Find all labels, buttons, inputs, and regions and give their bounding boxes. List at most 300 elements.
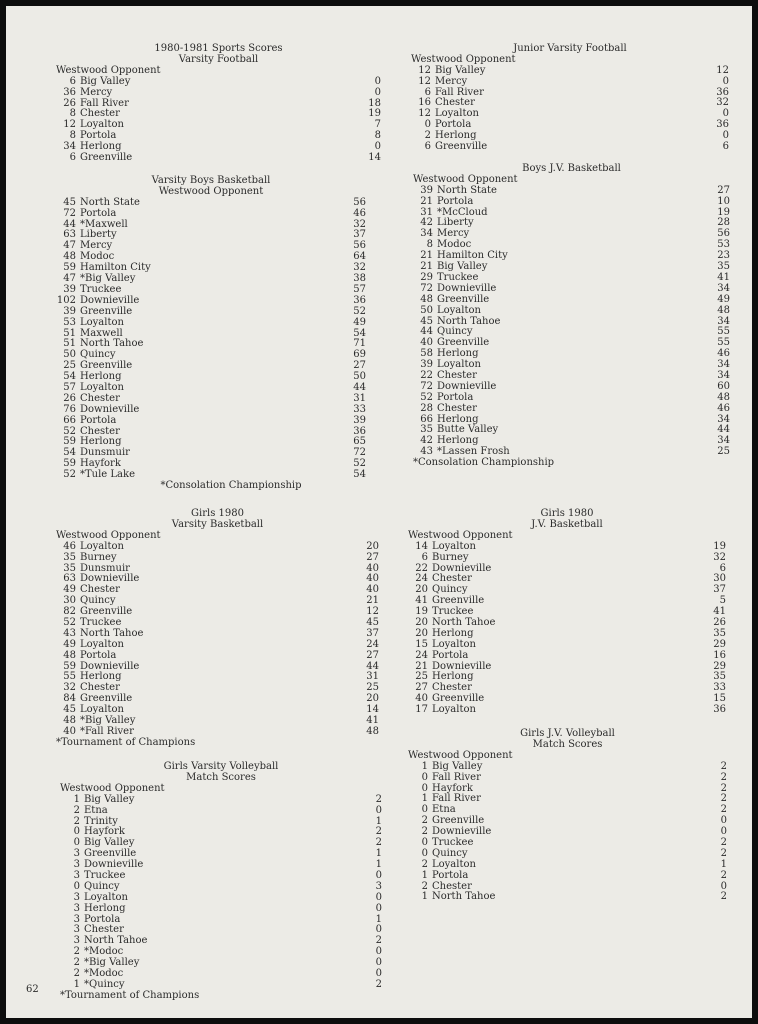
opponent-score: 0 — [374, 141, 381, 153]
opponent-score: 0 — [720, 880, 727, 892]
westwood-score: 55 — [63, 671, 76, 683]
opponent-name: Fall River — [435, 86, 484, 98]
opponent-name: Portola — [432, 649, 469, 661]
opponent-score: 55 — [717, 326, 730, 338]
opponent-score: 19 — [717, 206, 730, 218]
opponent-score: 55 — [717, 337, 730, 349]
westwood-score: 1 — [421, 891, 428, 903]
opponent-score: 39 — [353, 414, 366, 426]
score-row — [60, 806, 382, 817]
opponent-score: 36 — [716, 86, 729, 98]
opponent-name: Herlong — [432, 671, 474, 683]
opponent-name: North Tahoe — [84, 935, 148, 947]
opponent-name: Burney — [80, 551, 117, 563]
westwood-score: 2 — [421, 858, 428, 870]
score-row — [413, 393, 730, 404]
opponent-score: 20 — [366, 693, 379, 705]
opponent-name: Quincy — [80, 595, 116, 607]
opponent-score: 0 — [722, 130, 729, 142]
opponent-score: 27 — [353, 360, 366, 372]
westwood-score: 32 — [63, 682, 76, 694]
westwood-score: 52 — [63, 469, 76, 481]
westwood-score: 3 — [73, 848, 80, 860]
score-row — [411, 142, 729, 153]
westwood-score: 8 — [426, 239, 433, 251]
westwood-score: 2 — [421, 815, 428, 827]
westwood-score: 42 — [420, 435, 433, 447]
score-row — [408, 773, 727, 784]
westwood-score: 25 — [63, 360, 76, 372]
westwood-score: 1 — [73, 793, 80, 805]
column-header: Westwood Opponent — [56, 529, 161, 541]
westwood-score: 47 — [63, 273, 76, 285]
opponent-name: Truckee — [80, 616, 122, 628]
opponent-score: 44 — [353, 381, 366, 393]
section-title: 1980-1981 Sports Scores — [154, 43, 283, 54]
westwood-score: 6 — [421, 551, 428, 563]
opponent-score: 0 — [722, 75, 729, 87]
opponent-score: 41 — [366, 714, 379, 726]
westwood-score: 45 — [420, 315, 433, 327]
opponent-score: 2 — [720, 891, 727, 903]
opponent-name: Loyalton — [432, 858, 476, 870]
section-girls-varsity-volleyball — [60, 762, 382, 1002]
opponent-score: 48 — [717, 304, 730, 316]
opponent-name: Chester — [80, 682, 120, 694]
opponent-name: Quincy — [84, 880, 120, 892]
section-title: Junior Varsity Football — [513, 43, 627, 54]
opponent-name: Fall River — [432, 771, 481, 783]
opponent-name: Herlong — [437, 435, 479, 447]
section-girls-varsity-basketball — [56, 509, 379, 749]
westwood-score: 22 — [415, 562, 428, 574]
opponent-score: 41 — [717, 271, 730, 283]
westwood-score: 59 — [63, 436, 76, 448]
opponent-score: 2 — [375, 826, 382, 838]
section-title: Varsity Football — [178, 53, 259, 65]
westwood-score: 63 — [63, 229, 76, 241]
opponent-score: 65 — [353, 436, 366, 448]
opponent-score: 19 — [368, 108, 381, 120]
opponent-name: Dunsmuir — [80, 447, 130, 459]
opponent-name: Downieville — [80, 294, 140, 306]
opponent-name: Quincy — [432, 847, 468, 859]
section-title: Varsity Boys Basketball — [151, 175, 271, 186]
opponent-score: 72 — [353, 447, 366, 459]
opponent-name: Portola — [432, 869, 469, 881]
score-row — [56, 553, 379, 564]
westwood-score: 2 — [424, 130, 431, 142]
westwood-score: 27 — [415, 682, 428, 694]
opponent-score: 34 — [717, 359, 730, 371]
section-jv-football — [411, 44, 729, 153]
westwood-score: 59 — [63, 660, 76, 672]
westwood-score: 8 — [69, 108, 76, 120]
opponent-name: *Tule Lake — [80, 469, 135, 481]
column-header: Westwood Opponent — [60, 782, 165, 794]
westwood-score: 12 — [418, 108, 431, 120]
score-row — [56, 209, 366, 220]
westwood-score: 45 — [63, 704, 76, 716]
opponent-score: 27 — [366, 551, 379, 563]
opponent-name: *Modoc — [84, 967, 124, 979]
section-varsity-football — [56, 44, 381, 164]
opponent-score: 0 — [375, 957, 382, 969]
opponent-name: Fall River — [432, 793, 481, 805]
opponent-score: 50 — [353, 371, 366, 383]
opponent-name: Etna — [432, 804, 456, 816]
opponent-name: Hayfork — [80, 458, 121, 470]
opponent-score: 14 — [366, 704, 379, 716]
opponent-name: Big Valley — [435, 64, 486, 76]
opponent-name: Portola — [435, 119, 472, 131]
opponent-name: Hayfork — [84, 826, 125, 838]
opponent-score: 32 — [353, 262, 366, 274]
opponent-name: Greenville — [80, 693, 133, 705]
score-row — [408, 651, 726, 662]
opponent-name: Big Valley — [437, 261, 488, 273]
westwood-score: 35 — [63, 551, 76, 563]
opponent-score: 36 — [716, 119, 729, 131]
opponent-name: Greenville — [80, 151, 133, 163]
westwood-score: 72 — [420, 380, 433, 392]
opponent-score: 27 — [717, 184, 730, 196]
westwood-score: 52 — [420, 391, 433, 403]
opponent-score: 41 — [713, 606, 726, 618]
score-row — [56, 640, 379, 651]
opponent-name: Loyalton — [80, 119, 124, 131]
opponent-name: Mercy — [437, 228, 470, 240]
opponent-score: 1 — [375, 848, 382, 860]
westwood-score: 0 — [424, 119, 431, 131]
opponent-name: Herlong — [80, 371, 122, 383]
opponent-name: Liberty — [80, 229, 117, 241]
opponent-score: 30 — [713, 573, 726, 585]
westwood-score: 20 — [415, 627, 428, 639]
westwood-score: 82 — [63, 606, 76, 618]
opponent-name: North Tahoe — [80, 627, 144, 639]
opponent-name: Truckee — [437, 271, 479, 283]
westwood-score: 24 — [415, 573, 428, 585]
opponent-name: Chester — [80, 425, 120, 437]
opponent-name: Downieville — [432, 562, 492, 574]
westwood-score: 1 — [73, 978, 80, 990]
opponent-score: 32 — [353, 218, 366, 230]
opponent-name: Hamilton City — [80, 262, 151, 274]
westwood-score: 54 — [63, 371, 76, 383]
score-row — [408, 640, 726, 651]
westwood-score: 42 — [420, 217, 433, 229]
footnote: *Tournament of Champions — [56, 736, 196, 748]
westwood-score: 48 — [420, 293, 433, 305]
opponent-name: Chester — [84, 924, 124, 936]
westwood-score: 6 — [69, 75, 76, 87]
westwood-score: 25 — [415, 671, 428, 683]
opponent-score: 14 — [368, 151, 381, 163]
score-row — [56, 153, 381, 164]
westwood-score: 16 — [418, 97, 431, 109]
westwood-score: 40 — [420, 337, 433, 349]
opponent-name: Portola — [80, 414, 117, 426]
westwood-score: 0 — [421, 782, 428, 794]
opponent-name: Greenville — [437, 337, 490, 349]
opponent-name: *Big Valley — [80, 273, 136, 285]
opponent-score: 46 — [717, 402, 730, 414]
footnote: *Consolation Championship — [413, 457, 555, 469]
opponent-score: 52 — [353, 305, 366, 317]
opponent-score: 0 — [375, 967, 382, 979]
score-row — [411, 77, 729, 88]
score-row — [56, 318, 366, 329]
column-header: Westwood Opponent — [56, 64, 161, 76]
score-row — [413, 197, 730, 208]
opponent-score: 34 — [717, 282, 730, 294]
opponent-name: Loyalton — [84, 891, 128, 903]
opponent-score: 2 — [375, 837, 382, 849]
opponent-name: Butte Valley — [437, 424, 499, 436]
opponent-score: 2 — [375, 935, 382, 947]
opponent-score: 46 — [353, 207, 366, 219]
opponent-score: 23 — [717, 250, 730, 262]
opponent-name: Loyalton — [80, 704, 124, 716]
opponent-score: 0 — [374, 75, 381, 87]
westwood-score: 40 — [63, 725, 76, 737]
section-title: Girls J.V. Volleyball — [520, 728, 615, 739]
opponent-score: 25 — [717, 446, 730, 458]
westwood-score: 39 — [420, 184, 433, 196]
opponent-name: North State — [437, 184, 497, 196]
opponent-score: 32 — [716, 97, 729, 109]
opponent-name: Mercy — [80, 240, 113, 252]
opponent-score: 2 — [720, 771, 727, 783]
score-row — [408, 542, 726, 553]
opponent-name: Greenville — [437, 293, 490, 305]
opponent-score: 0 — [375, 804, 382, 816]
score-row — [60, 980, 382, 991]
opponent-name: *McCloud — [437, 206, 488, 218]
opponent-name: Loyalton — [80, 381, 124, 393]
westwood-score: 12 — [418, 75, 431, 87]
opponent-name: Chester — [437, 369, 477, 381]
westwood-score: 30 — [63, 595, 76, 607]
opponent-score: 29 — [713, 660, 726, 672]
opponent-score: 34 — [717, 369, 730, 381]
westwood-score: 17 — [415, 704, 428, 716]
westwood-score: 72 — [420, 282, 433, 294]
opponent-score: 0 — [375, 946, 382, 958]
westwood-score: 52 — [63, 616, 76, 628]
score-row — [56, 542, 379, 553]
opponent-score: 24 — [366, 638, 379, 650]
opponent-name: North Tahoe — [437, 315, 501, 327]
opponent-score: 56 — [353, 240, 366, 252]
score-row — [413, 306, 730, 317]
opponent-score: 0 — [375, 869, 382, 881]
section-boys-jv-basketball — [413, 164, 730, 469]
opponent-score: 0 — [375, 924, 382, 936]
opponent-score: 49 — [717, 293, 730, 305]
opponent-name: Big Valley — [432, 760, 483, 772]
westwood-score: 40 — [415, 693, 428, 705]
opponent-score: 5 — [719, 595, 726, 607]
westwood-score: 59 — [63, 458, 76, 470]
opponent-score: 35 — [713, 627, 726, 639]
opponent-name: Loyalton — [432, 638, 476, 650]
opponent-name: Herlong — [80, 141, 122, 153]
westwood-score: 3 — [73, 924, 80, 936]
opponent-name: Downieville — [80, 403, 140, 415]
opponent-score: 37 — [713, 584, 726, 596]
opponent-name: Quincy — [80, 349, 116, 361]
westwood-score: 2 — [421, 880, 428, 892]
opponent-score: 21 — [366, 595, 379, 607]
westwood-score: 0 — [421, 771, 428, 783]
westwood-score: 48 — [63, 649, 76, 661]
section-title: Boys J.V. Basketball — [522, 163, 621, 174]
opponent-score: 36 — [713, 704, 726, 716]
opponent-name: Quincy — [437, 326, 473, 338]
westwood-score: 0 — [421, 836, 428, 848]
opponent-score: 1 — [720, 858, 727, 870]
westwood-score: 34 — [420, 228, 433, 240]
section-title: Girls 1980 — [540, 508, 594, 519]
score-row — [408, 892, 727, 903]
score-row — [56, 77, 381, 88]
opponent-name: North Tahoe — [432, 891, 496, 903]
westwood-score: 50 — [420, 304, 433, 316]
opponent-name: Herlong — [80, 436, 122, 448]
opponent-score: 20 — [366, 540, 379, 552]
opponent-score: 2 — [720, 804, 727, 816]
opponent-name: Fall River — [80, 97, 129, 109]
opponent-name: Chester — [80, 108, 120, 120]
westwood-score: 12 — [63, 119, 76, 131]
westwood-score: 15 — [415, 638, 428, 650]
section-title: Westwood Opponent — [158, 185, 264, 197]
opponent-score: 0 — [374, 86, 381, 98]
westwood-score: 21 — [420, 250, 433, 262]
opponent-name: *Quincy — [84, 978, 125, 990]
westwood-score: 0 — [73, 837, 80, 849]
score-row — [56, 470, 366, 481]
opponent-name: *Maxwell — [80, 218, 128, 230]
opponent-name: *Lassen Frosh — [437, 446, 510, 458]
westwood-score: 49 — [63, 584, 76, 596]
score-row — [56, 651, 379, 662]
opponent-score: 6 — [722, 141, 729, 153]
section-varsity-boys-basketball — [56, 176, 366, 492]
opponent-name: Mercy — [80, 86, 113, 98]
opponent-score: 15 — [713, 693, 726, 705]
opponent-name: Greenville — [432, 815, 485, 827]
westwood-score: 22 — [420, 369, 433, 381]
opponent-name: Herlong — [437, 413, 479, 425]
opponent-score: 54 — [353, 327, 366, 339]
opponent-name: Herlong — [435, 130, 477, 142]
westwood-score: 36 — [63, 86, 76, 98]
opponent-score: 28 — [717, 217, 730, 229]
opponent-name: Downieville — [437, 380, 497, 392]
opponent-name: Truckee — [432, 606, 474, 618]
section-title: Match Scores — [532, 738, 603, 750]
opponent-name: Modoc — [80, 251, 115, 263]
opponent-score: 0 — [720, 826, 727, 838]
westwood-score: 31 — [420, 206, 433, 218]
westwood-score: 3 — [73, 935, 80, 947]
opponent-score: 2 — [720, 782, 727, 794]
opponent-name: Truckee — [432, 836, 474, 848]
score-row — [56, 416, 366, 427]
opponent-score: 52 — [353, 458, 366, 470]
opponent-score: 37 — [353, 229, 366, 241]
score-row — [60, 893, 382, 904]
opponent-name: Chester — [432, 682, 472, 694]
score-row — [413, 447, 730, 458]
westwood-score: 28 — [420, 402, 433, 414]
westwood-score: 41 — [415, 595, 428, 607]
opponent-name: Quincy — [432, 584, 468, 596]
westwood-score: 19 — [415, 606, 428, 618]
westwood-score: 39 — [420, 359, 433, 371]
opponent-name: Portola — [80, 130, 117, 142]
opponent-name: Loyalton — [435, 108, 479, 120]
opponent-name: Loyalton — [80, 316, 124, 328]
opponent-name: Loyalton — [80, 638, 124, 650]
westwood-score: 2 — [73, 946, 80, 958]
westwood-score: 24 — [415, 649, 428, 661]
opponent-name: Dunsmuir — [80, 562, 130, 574]
section-title: Girls 1980 — [191, 508, 244, 519]
opponent-name: Chester — [80, 584, 120, 596]
opponent-score: 35 — [713, 671, 726, 683]
opponent-name: Greenville — [80, 360, 133, 372]
westwood-score: 6 — [424, 86, 431, 98]
opponent-score: 36 — [353, 425, 366, 437]
opponent-score: 40 — [366, 573, 379, 585]
opponent-name: Big Valley — [84, 793, 135, 805]
westwood-score: 2 — [73, 967, 80, 979]
footnote: *Consolation Championship — [160, 479, 302, 491]
westwood-score: 48 — [63, 251, 76, 263]
opponent-name: *Fall River — [80, 725, 134, 737]
score-row — [60, 904, 382, 915]
opponent-score: 56 — [717, 228, 730, 240]
westwood-score: 35 — [63, 562, 76, 574]
westwood-score: 51 — [63, 338, 76, 350]
opponent-score: 2 — [375, 793, 382, 805]
section-title: Varsity Basketball — [171, 518, 264, 530]
westwood-score: 3 — [73, 913, 80, 925]
westwood-score: 54 — [63, 447, 76, 459]
westwood-score: 43 — [63, 627, 76, 639]
score-row — [408, 762, 727, 773]
opponent-score: 64 — [353, 251, 366, 263]
westwood-score: 26 — [63, 97, 76, 109]
opponent-score: 12 — [716, 64, 729, 76]
opponent-name: Chester — [80, 392, 120, 404]
opponent-score: 34 — [717, 413, 730, 425]
westwood-score: 39 — [63, 305, 76, 317]
score-row — [60, 795, 382, 806]
westwood-score: 21 — [420, 261, 433, 273]
score-row — [56, 88, 381, 99]
opponent-name: *Big Valley — [84, 957, 140, 969]
opponent-score: 34 — [717, 315, 730, 327]
westwood-score: 20 — [415, 584, 428, 596]
opponent-name: Burney — [432, 551, 469, 563]
score-row — [56, 727, 379, 738]
footnote: *Tournament of Champions — [60, 989, 200, 1001]
